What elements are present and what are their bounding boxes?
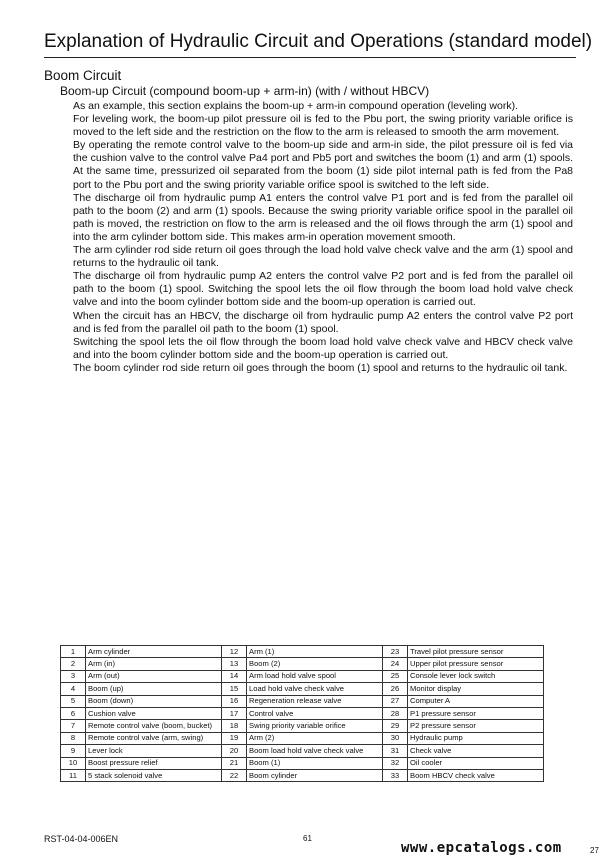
table-row: 9 Lever lock 20 Boom load hold valve check valve 31 Check valve [61, 745, 544, 757]
table-row: 7 Remote control valve (boom, bucket) 18 Swing priority variable orifice 29 P2 pressure sensor [61, 720, 544, 732]
paragraph: The discharge oil from hydraulic pump A2 enters the control valve P2 port and is fed from the parallel oil path to the boom (1) spool. Switching the spool lets the oil flow through the boom load hold valve check valve and into the boom cylinder bottom side and the boom-up operation is carried out. [73, 270, 573, 309]
table-row: 11 5 stack solenoid valve 22 Boom cylinder 33 Boom HBCV check valve [61, 769, 544, 781]
table-row: 5 Boom (down) 16 Regeneration release valve 27 Computer A [61, 695, 544, 707]
watermark: www.epcatalogs.com [401, 840, 562, 856]
subsection-title: Boom-up Circuit (compound boom-up + arm-in) (with / without HBCV) [60, 84, 430, 98]
title-rule [44, 57, 576, 58]
footer-page-number: 61 [303, 834, 312, 843]
body-text [73, 100, 573, 375]
table-row: 1 Arm cylinder 12 Arm (1) 23 Travel pilot pressure sensor [61, 646, 544, 658]
paragraph: The boom cylinder rod side return oil goes through the boom (1) spool and returns to the hydraulic oil tank. [73, 361, 568, 374]
table-row: 8 Remote control valve (arm, swing) 19 Arm (2) 30 Hydraulic pump [61, 732, 544, 744]
paragraph: By operating the remote control valve to the boom-up side and arm-in side, the pilot pressure oil is fed via the cushion valve to the control valve Pa4 port and Pb5 port and switches the boom (1) and arm (1) spools. At the same time, pressurized oil separated from the boom (1) side pilot internal path is fed from the Pa8 port to the Pbu port and the swing priority variable orifice spool is switched to the left side. [73, 139, 573, 191]
footer-doc-code: RST-04-04-006EN [44, 834, 119, 844]
paragraph: The discharge oil from hydraulic pump A1 enters the control valve P1 port and is fed from the parallel oil path to the boom (2) and arm (1) spools. Because the swing priority variable orifice spool in the parallel oil path is moved, the restriction on flow to the arm is released and the oil flows through the arm (1) spool and into the arm cylinder bottom side. This makes arm-in operation movement smooth. [73, 191, 573, 243]
section-title: Boom Circuit [44, 68, 122, 83]
table-row: 3 Arm (out) 14 Arm load hold valve spool 25 Console lever lock switch [61, 670, 544, 682]
paragraph: As an example, this section explains the boom-up + arm-in compound operation (leveling work). [73, 100, 519, 112]
table-row: 6 Cushion valve 17 Control valve 28 P1 pressure sensor [61, 707, 544, 719]
paragraph: For leveling work, the boom-up pilot pressure oil is fed to the Pbu port, the swing priority variable orifice is moved to the left side and the restriction on the flow to the arm is released to smooth the arm movement. [73, 113, 573, 139]
side-page-number: 27 [590, 846, 599, 855]
parts-legend-table [60, 645, 544, 782]
paragraph: Switching the spool lets the oil flow through the boom load hold valve check valve and HBCV check valve and into the boom cylinder bottom side and the boom-up operation is carried out. [73, 335, 573, 361]
table-row: 4 Boom (up) 15 Load hold valve check valve 26 Monitor display [61, 683, 544, 695]
paragraph: The arm cylinder rod side return oil goes through the load hold valve check valve and the arm (1) spool and returns to the hydraulic oil tank. [73, 244, 573, 270]
paragraph: When the circuit has an HBCV, the discharge oil from hydraulic pump A2 enters the control valve P2 port and is fed from the parallel oil path to the boom (1) spool. [73, 309, 573, 335]
page-title: Explanation of Hydraulic Circuit and Operations (standard model) [44, 31, 593, 52]
table-row: 10 Boost pressure relief 21 Boom (1) 32 Oil cooler [61, 757, 544, 769]
table-row: 2 Arm (in) 13 Boom (2) 24 Upper pilot pressure sensor [61, 658, 544, 670]
